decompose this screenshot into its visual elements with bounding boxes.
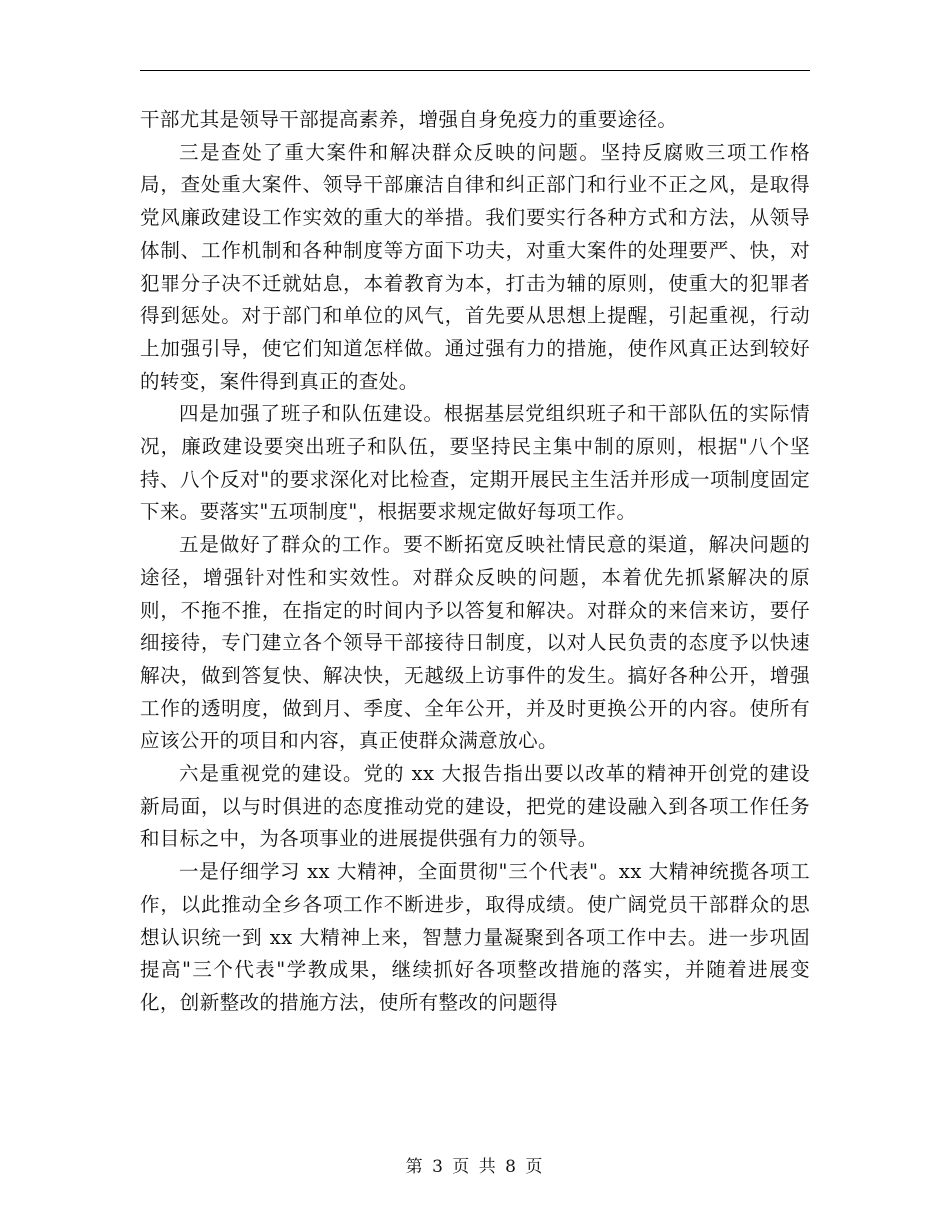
paragraph: 六是重视党的建设。党的 xx 大报告指出要以改革的精神开创党的建设新局面，以与时俱进的态度推动党的建设，把党的建设融入到各项工作任务和目标之中，为各项事业的进展提供强有力的领导。 (140, 762, 810, 851)
paragraph: 一是仔细学习 xx 大精神，全面贯彻"三个代表"。xx 大精神统揽各项工作，以此推动全乡各项工作不断进步，取得成绩。使广阔党员干部群众的思想认识统一到 xx 大精神上来，智慧力量凝聚到各项工作中去。进一步巩固提高"三个代表"学教成果，继续抓好各项整改措施的落实，并随着进展变化，创新整改的措施方法，使所有整改的问题得 (140, 860, 810, 1014)
header-rule (140, 70, 810, 71)
page-number: 第 3 页 共 8 页 (405, 1157, 545, 1177)
document-body (140, 104, 810, 1020)
paragraph: 五是做好了群众的工作。要不断拓宽反映社情民意的渠道，解决问题的途径，增强针对性和实效性。对群众反映的问题，本着优先抓紧解决的原则，不拖不推，在指定的时间内予以答复和解决。对群众的来信来访，要仔细接待，专门建立各个领导干部接待日制度，以对人民负责的态度予以快速解决，做到答复快、解决快，无越级上访事件的发生。搞好各种公开，增强工作的透明度，做到月、季度、全年公开，并及时更换公开的内容。使所有应该公开的项目和内容，真正使群众满意放心。 (140, 533, 810, 753)
paragraph: 四是加强了班子和队伍建设。根据基层党组织班子和干部队伍的实际情况，廉政建设要突出班子和队伍，要坚持民主集中制的原则，根据"八个坚持、八个反对"的要求深化对比检查，定期开展民主生活并形成一项制度固定下来。要落实"五项制度"，根据要求规定做好每项工作。 (140, 402, 810, 524)
paragraph: 干部尤其是领导干部提高素养，增强自身免疫力的重要途径。 (140, 108, 678, 131)
paragraph: 三是查处了重大案件和解决群众反映的问题。坚持反腐败三项工作格局，查处重大案件、领导干部廉洁自律和纠正部门和行业不正之风，是取得党风廉政建设工作实效的重大的举措。我们要实行各种方式和方法，从领导体制、工作机制和各种制度等方面下功夫，对重大案件的处理要严、快，对犯罪分子决不迁就姑息，本着教育为本，打击为辅的原则，使重大的犯罪者得到惩处。对于部门和单位的风气，首先要从思想上提醒，引起重视，行动上加强引导，使它们知道怎样做。通过强有力的措施，使作风真正达到较好的转变，案件得到真正的查处。 (140, 140, 810, 393)
